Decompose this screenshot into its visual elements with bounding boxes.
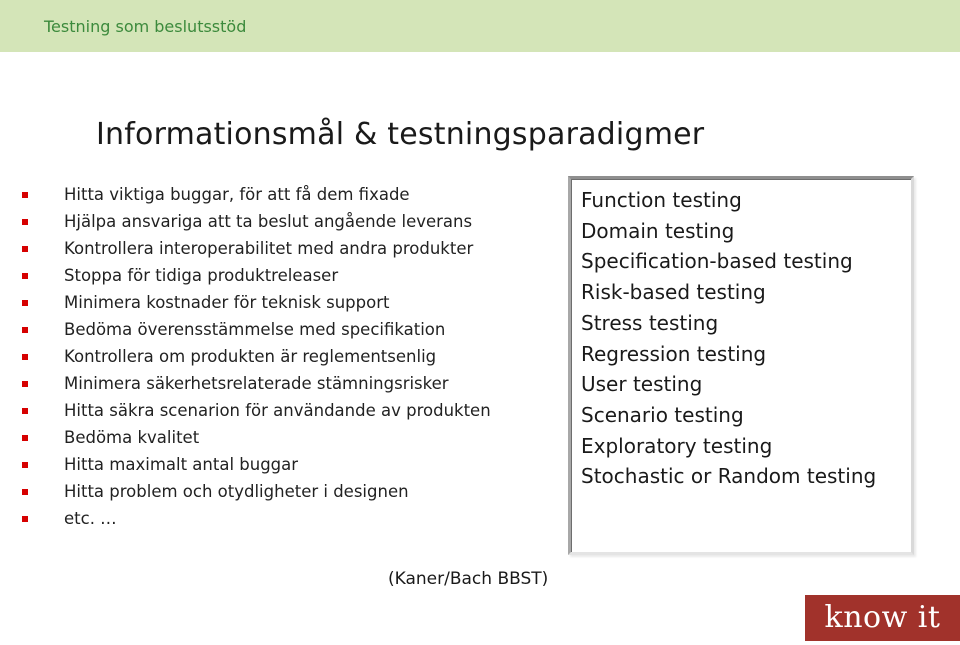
goal-text: Stoppa för tidiga produktreleaser bbox=[64, 266, 339, 285]
paradigm-item: Stochastic or Random testing bbox=[581, 464, 877, 489]
paradigm-item: Regression testing bbox=[581, 341, 767, 366]
goal-text: Bedöma kvalitet bbox=[64, 428, 200, 447]
paradigm-item: User testing bbox=[581, 372, 703, 397]
paradigm-item: Function testing bbox=[581, 188, 742, 212]
goal-text: Hitta viktiga buggar, för att få dem fixade bbox=[64, 185, 410, 204]
paradigm-item: Specification-based testing bbox=[581, 249, 853, 274]
goal-text: Kontrollera interoperabilitet med andra produkter bbox=[64, 239, 474, 258]
goal-text: Hitta problem och otydligheter i designen bbox=[64, 482, 409, 501]
bullet-square-icon bbox=[22, 408, 28, 414]
goal-text: Hitta säkra scenarion för användande av produkten bbox=[64, 401, 491, 420]
goal-item bbox=[22, 372, 491, 399]
goal-text: Hjälpa ansvariga att ta beslut angående leverans bbox=[64, 212, 473, 231]
goal-item bbox=[22, 237, 491, 264]
paradigms-box bbox=[568, 176, 914, 555]
header-bar bbox=[0, 0, 960, 52]
paradigm-item: Stress testing bbox=[581, 310, 719, 335]
bullet-square-icon bbox=[22, 354, 28, 360]
goals-list bbox=[22, 183, 491, 534]
source-citation: (Kaner/Bach BBST) bbox=[388, 569, 549, 589]
goal-item bbox=[22, 318, 491, 345]
bullet-square-icon bbox=[22, 192, 28, 198]
goal-text: Kontrollera om produkten är reglementsenlig bbox=[64, 347, 437, 366]
goal-item bbox=[22, 399, 491, 426]
goal-text: Bedöma överensstämmelse med specifikation bbox=[64, 320, 446, 339]
paradigms-list bbox=[571, 179, 911, 492]
bullet-square-icon bbox=[22, 219, 28, 225]
goal-item bbox=[22, 345, 491, 372]
bullet-square-icon bbox=[22, 516, 28, 522]
header-title: Testning som beslutsstöd bbox=[44, 17, 247, 36]
goal-text: Minimera kostnader för teknisk support bbox=[64, 293, 390, 312]
goal-item bbox=[22, 210, 491, 237]
goal-item bbox=[22, 291, 491, 318]
bullet-square-icon bbox=[22, 435, 28, 441]
bullet-square-icon bbox=[22, 327, 28, 333]
goal-item bbox=[22, 507, 491, 534]
paradigm-item: Exploratory testing bbox=[581, 433, 773, 458]
paradigm-item: Domain testing bbox=[581, 218, 735, 243]
bullet-square-icon bbox=[22, 489, 28, 495]
knowit-logo: know it bbox=[805, 595, 960, 641]
bullet-square-icon bbox=[22, 246, 28, 252]
goal-item bbox=[22, 426, 491, 453]
bullet-square-icon bbox=[22, 300, 28, 306]
slide-title: Informationsmål & testningsparadigmer bbox=[96, 117, 705, 152]
paradigm-item: Risk-based testing bbox=[581, 280, 766, 305]
bullet-square-icon bbox=[22, 273, 28, 279]
goal-text: etc. … bbox=[64, 509, 117, 528]
bullet-square-icon bbox=[22, 381, 28, 387]
paradigm-item: Scenario testing bbox=[581, 402, 744, 427]
goal-item bbox=[22, 453, 491, 480]
goal-item bbox=[22, 480, 491, 507]
goal-item bbox=[22, 264, 491, 291]
goal-text: Minimera säkerhetsrelaterade stämningsrisker bbox=[64, 374, 449, 393]
bullet-square-icon bbox=[22, 462, 28, 468]
goal-text: Hitta maximalt antal buggar bbox=[64, 455, 299, 474]
goal-item bbox=[22, 183, 491, 210]
